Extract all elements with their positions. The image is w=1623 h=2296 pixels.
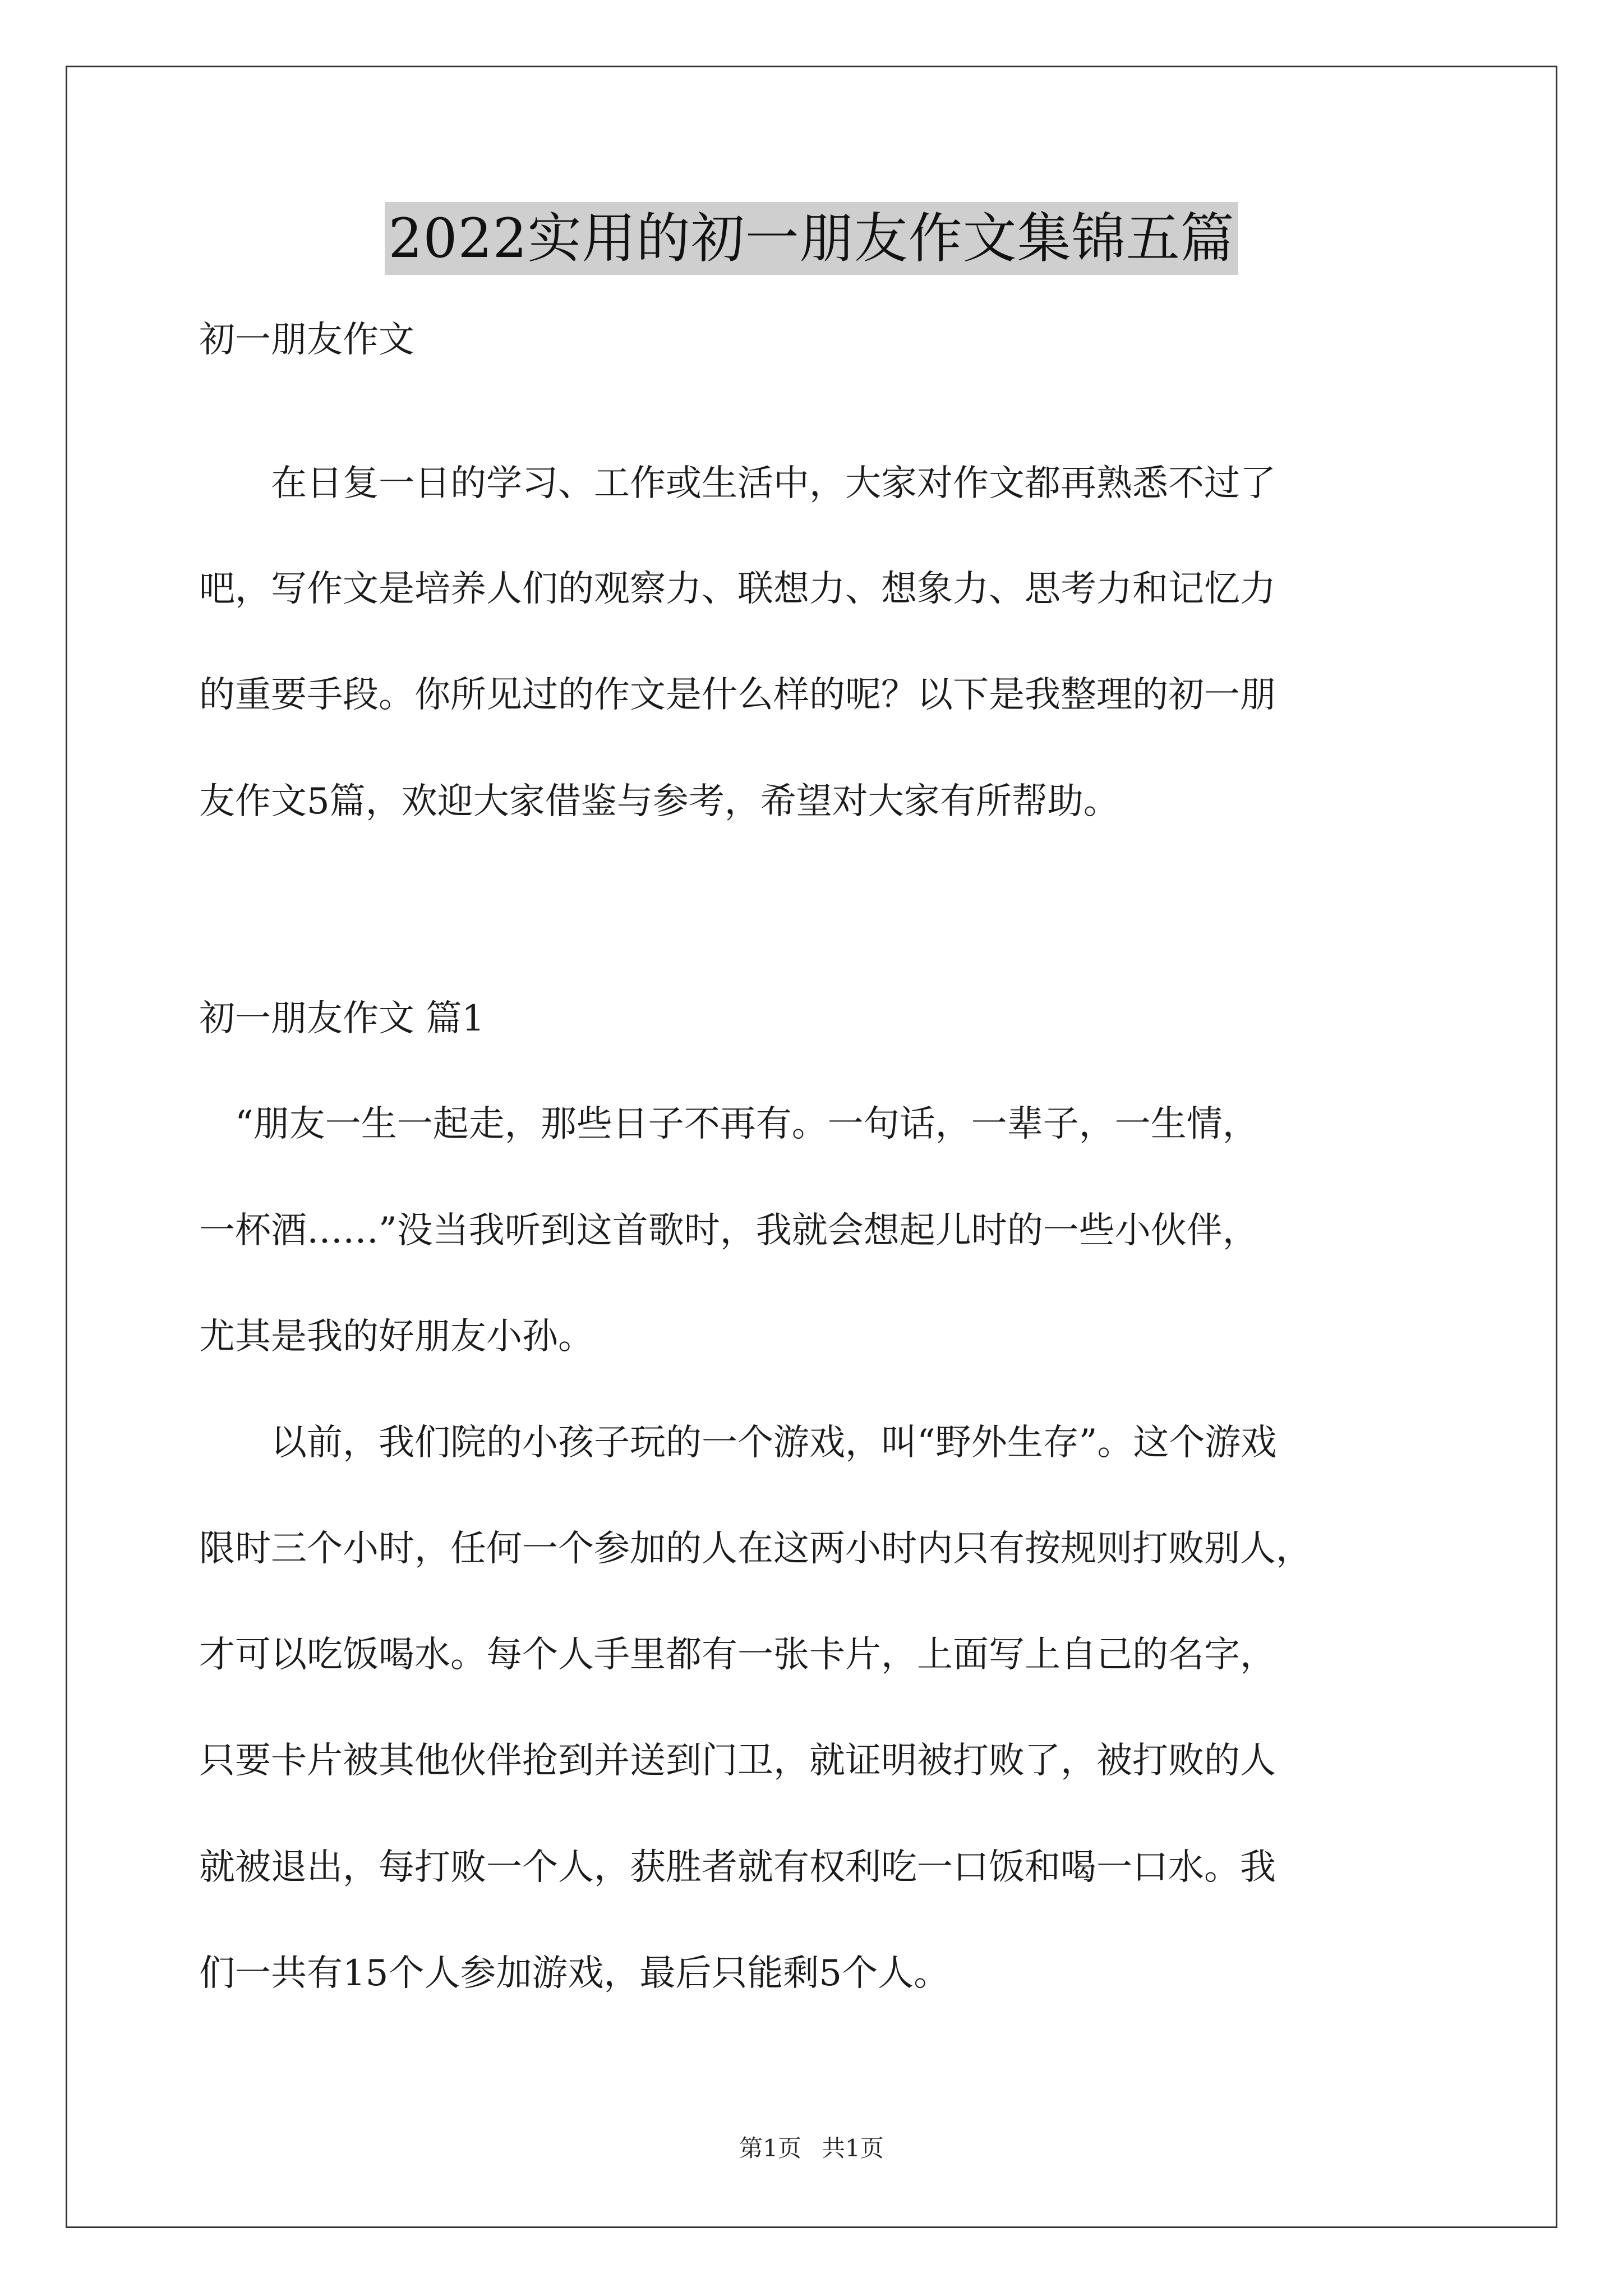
- page-total: 共1页: [822, 2134, 884, 2162]
- body-line-2: 一杯酒……”没当我听到这首歌时，我就会想起儿时的一些小伙伴，: [199, 1210, 1258, 1251]
- document-heading: 初一朋友作文: [199, 319, 414, 361]
- document-title: 2022实用的初一朋友作文集锦五篇: [385, 202, 1238, 275]
- title-container: [0, 202, 1623, 275]
- body-line-3: 尤其是我的好朋友小孙。: [199, 1316, 594, 1358]
- page-border: [66, 66, 1557, 2228]
- page-footer: [0, 2132, 1623, 2165]
- intro-line-3: 的重要手段。你所见过的作文是什么样的呢？以下是我整理的初一朋: [199, 674, 1276, 716]
- intro-line-4: 友作文5篇，欢迎大家借鉴与参考，希望对大家有所帮助。: [199, 781, 1119, 822]
- body-line-9: 们一共有15个人参加游戏，最后只能剩5个人。: [199, 1953, 950, 1994]
- body-line-6: 才可以吃饭喝水。每个人手里都有一张卡片，上面写上自己的名字，: [199, 1634, 1276, 1676]
- page-number: 第1页: [739, 2134, 801, 2162]
- section-heading: 初一朋友作文 篇1: [199, 998, 485, 1039]
- body-line-1: “朋友一生一起走，那些日子不再有。一句话，一辈子，一生情，: [199, 1103, 1258, 1145]
- body-line-4: 以前，我们院的小孩子玩的一个游戏，叫“野外生存”。这个游戏: [199, 1422, 1277, 1464]
- intro-line-1: 在日复一日的学习、工作或生活中，大家对作文都再熟悉不过了: [199, 463, 1276, 504]
- body-line-5: 限时三个小时，任何一个参加的人在这两小时内只有按规则打败别人，: [199, 1528, 1312, 1570]
- body-line-8: 就被退出，每打败一个人，获胜者就有权利吃一口饭和喝一口水。我: [199, 1847, 1276, 1888]
- intro-line-2: 吧，写作文是培养人们的观察力、联想力、想象力、思考力和记忆力: [199, 568, 1276, 610]
- body-line-7: 只要卡片被其他伙伴抢到并送到门卫，就证明被打败了，被打败的人: [199, 1740, 1276, 1782]
